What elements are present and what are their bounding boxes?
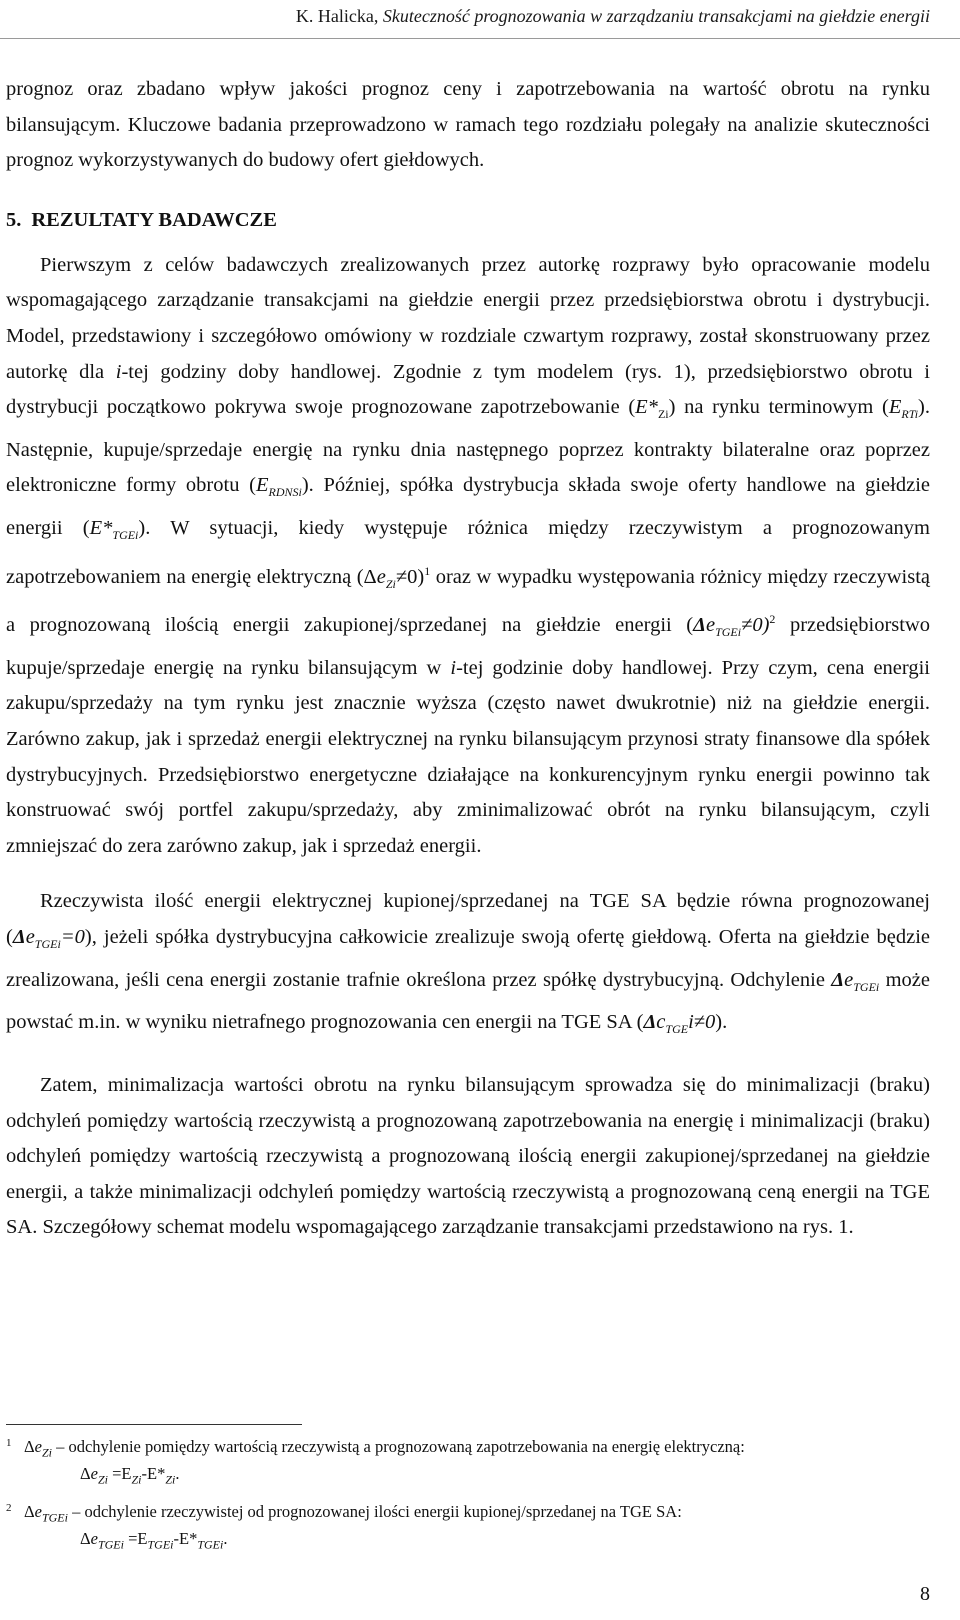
text-run: oraz w wypadku występowania różnicy między rzeczywistą a prognozowaną ilością energii zakupionej/sprzedanej na giełdzie energii ( xyxy=(6,565,930,637)
section-title: REZULTATY BADAWCZE xyxy=(31,208,277,231)
footnote-ref-2[interactable]: 2 xyxy=(769,612,776,627)
section-heading xyxy=(6,203,930,238)
symbol-subscript: TGEi xyxy=(147,1537,174,1552)
text-run: . xyxy=(175,1464,180,1484)
symbol-etge: E* xyxy=(89,517,113,540)
text-run: -tej godziny doby handlowej. Zgodnie z tym modelem (rys. 1), przedsiębiorstwo obrotu i dystrybucji początkowo pokrywa swoje prognozowane zapotrzebowanie ( xyxy=(6,360,930,419)
symbol-subscript: TGEi xyxy=(41,1509,68,1524)
footnote-2 xyxy=(6,1501,930,1556)
text-run: -tej godzinie doby handlowej. Przy czym, cena energii zakupu/sprzedaży na tym rynku jest znacznie wyższa (często nawet dwukrotnie) niż na giełdzie energii. Zarówno zakup, jak i sprzedaż energii elektrycznej na rynku bilansującym przynosi straty finansowe dla spółek dystrybucyjnych. Przedsiębiorstwo energetyczne działające na konkurencyjnym rynku energii powinno tak konstruować swój portfel zakupu/sprzedaży, aby zminimalizować obrót na rynku bilansującym, czyli zmniejszać do zera zarówno zakup, jak i sprzedaż energii. xyxy=(6,656,930,857)
symbol-e: e xyxy=(90,1528,98,1548)
delta-symbol: Δ xyxy=(24,1501,35,1521)
footnote-mark: 1 xyxy=(6,1437,12,1449)
text-run: ), jeżeli spółka dystrybucyjna całkowicie zrealizuje swoją ofertę giełdową. Oferta na giełdzie będzie zrealizowana, jeśli cena energii zostanie trafnie określona przez spółkę dystrybucyjną. Odchylenie xyxy=(6,926,930,991)
delta-symbol: Δ xyxy=(80,1464,91,1484)
footnote-text xyxy=(24,1501,930,1528)
text-run: ). Później, spółka dystrybucja składa swoje oferty handlowe na giełdzie energii ( xyxy=(6,474,930,540)
delta-symbol: Δ xyxy=(831,968,845,991)
text-run: ≠0) xyxy=(741,614,770,637)
delta-symbol: Δ xyxy=(12,926,26,948)
page-body xyxy=(6,72,930,1246)
paragraph-tge-quantity xyxy=(6,884,930,1048)
header-divider xyxy=(0,38,960,39)
footnotes xyxy=(6,1436,930,1565)
text-run: – odchylenie rzeczywistej od prognozowanej ilości energii kupionej/sprzedanej na TGE SA: xyxy=(67,1501,682,1521)
symbol-subscript: Zi xyxy=(165,1472,176,1487)
variable-i: i xyxy=(450,656,457,679)
text-run: =0 xyxy=(60,926,85,948)
symbol-e: e xyxy=(34,1437,42,1456)
text-run: Rzeczywista ilość energii elektrycznej kupionej/sprzedanej na TGE SA będzie równa prognozowanej ( xyxy=(6,890,930,948)
symbol-e: e xyxy=(705,614,716,637)
footnote-ref-1[interactable]: 1 xyxy=(424,563,431,578)
symbol-subscript: Zi xyxy=(131,1472,142,1487)
footnote-formula xyxy=(6,1463,930,1490)
footnote-formula xyxy=(6,1528,930,1555)
symbol-ert: E xyxy=(888,396,902,419)
symbol-e: e xyxy=(844,968,854,991)
symbol-subscript: RTi xyxy=(901,407,919,422)
footnote-text xyxy=(24,1436,930,1463)
text-run: Pierwszym z celów badawczych zrealizowanych przez autorkę rozprawy było opracowanie modelu wspomagającego zarządzanie transakcjami na giełdzie energii przez przedsiębiorstwa obrotu i dystrybucji. Model, przedstawiony i szczegółowo omówiony w rozdziale czwartym rozprawy, został skonstruowany przez autorkę dla xyxy=(6,253,930,383)
symbol-subscript: TGEi xyxy=(112,528,139,543)
running-header xyxy=(296,6,930,27)
symbol-erd: E xyxy=(255,474,269,497)
symbol-subscript: TGEi xyxy=(97,1537,124,1552)
intro-paragraph: prognoz oraz zbadano wpływ jakości prognoz ceny i zapotrzebowania na wartość obrotu na rynku bilansującym. Kluczowe badania przeprowadzono w ramach tego rozdziału polegały na analizie skuteczności prognoz wykorzystywanych do budowy ofert giełdowych. xyxy=(6,78,930,172)
delta-symbol: Δ xyxy=(24,1437,35,1456)
paragraph-model-description xyxy=(6,248,930,865)
footnote-mark: 2 xyxy=(6,1501,12,1514)
symbol-e: e xyxy=(90,1464,98,1484)
text-run: ) na rynku terminowym ( xyxy=(668,396,889,419)
text-run: przedsiębiorstwo kupuje/sprzedaje energię na rynku bilansującym w xyxy=(6,614,930,679)
text-run: ). W sytuacji, kiedy występuje różnica między rzeczywistym a prognozowanym zapotrzebowaniem na energię elektryczną ( xyxy=(6,517,930,588)
text-run: ). xyxy=(715,1011,728,1034)
symbol-e: e xyxy=(34,1501,42,1521)
section-number: 5. xyxy=(6,208,22,231)
symbol-subscript: Zi xyxy=(97,1472,108,1487)
footnote-divider xyxy=(6,1424,302,1425)
delta-symbol: Δ xyxy=(80,1528,91,1548)
header-title: Skuteczność prognozowania w zarządzaniu transakcjami na giełdzie energii xyxy=(382,6,930,26)
delta-symbol: Δ xyxy=(693,614,706,637)
delta-symbol: Δ xyxy=(363,565,377,588)
symbol-subscript: TGEi xyxy=(715,625,742,640)
text-run: może powstać m.in. w wyniku nietrafnego prognozowania cen energii na TGE SA ( xyxy=(6,968,930,1034)
text-run: i≠0 xyxy=(688,1011,716,1034)
symbol-subscript: Zi xyxy=(385,576,396,591)
text-run: -E* xyxy=(141,1464,166,1484)
symbol-e: e xyxy=(376,565,386,588)
text-run: =E xyxy=(123,1528,148,1548)
symbol-subscript: Zi xyxy=(41,1445,52,1460)
text-run: =E xyxy=(107,1464,132,1484)
paragraph-conclusion: Zatem, minimalizacja wartości obrotu na rynku bilansującym sprowadza się do minimalizacji (braku) odchyleń pomiędzy wartością rzeczywistą a prognozowaną zapotrzebowania na energię i minimalizacji (braku) odchyleń pomiędzy wartością rzeczywistą a prognozowaną ilością energii zakupionej/sprzedanej na giełdzie energii, a także minimalizacji odchyleń pomiędzy wartością rzeczywistą a prognozowaną ceną energii na TGE SA. Szczegółowy schemat modelu wspomagającego zarządzanie transakcjami przedstawiono na rys. 1. xyxy=(6,1074,930,1239)
page-number: 8 xyxy=(920,1583,930,1605)
text-run: . xyxy=(223,1528,228,1548)
text-run: ). Następnie, kupuje/sprzedaje energię na rynku dnia następnego poprzez kontrakty bilateralne oraz poprzez elektroniczne formy obrotu ( xyxy=(6,396,930,497)
delta-symbol: Δ xyxy=(643,1011,657,1034)
text-run: ≠0) xyxy=(395,565,425,588)
header-author: K. Halicka, xyxy=(295,6,383,26)
text-run: – odchylenie pomiędzy wartością rzeczywistą a prognozowaną zapotrzebowania na energię elektryczną: xyxy=(51,1437,745,1456)
symbol-e: e xyxy=(25,926,35,948)
symbol-subscript: TGEi xyxy=(34,937,61,952)
footnote-1 xyxy=(6,1436,930,1491)
symbol-subscript: TGE xyxy=(665,1022,689,1037)
text-run: -E* xyxy=(173,1528,198,1548)
variable-i: i xyxy=(115,360,122,383)
symbol-subscript: RDNSi xyxy=(268,485,302,500)
symbol-c: c xyxy=(656,1011,666,1034)
symbol-subscript: Zi xyxy=(657,407,669,422)
symbol-subscript: TGEi xyxy=(853,979,880,994)
symbol-ez: E* xyxy=(635,396,658,419)
symbol-subscript: TGEi xyxy=(197,1537,224,1552)
